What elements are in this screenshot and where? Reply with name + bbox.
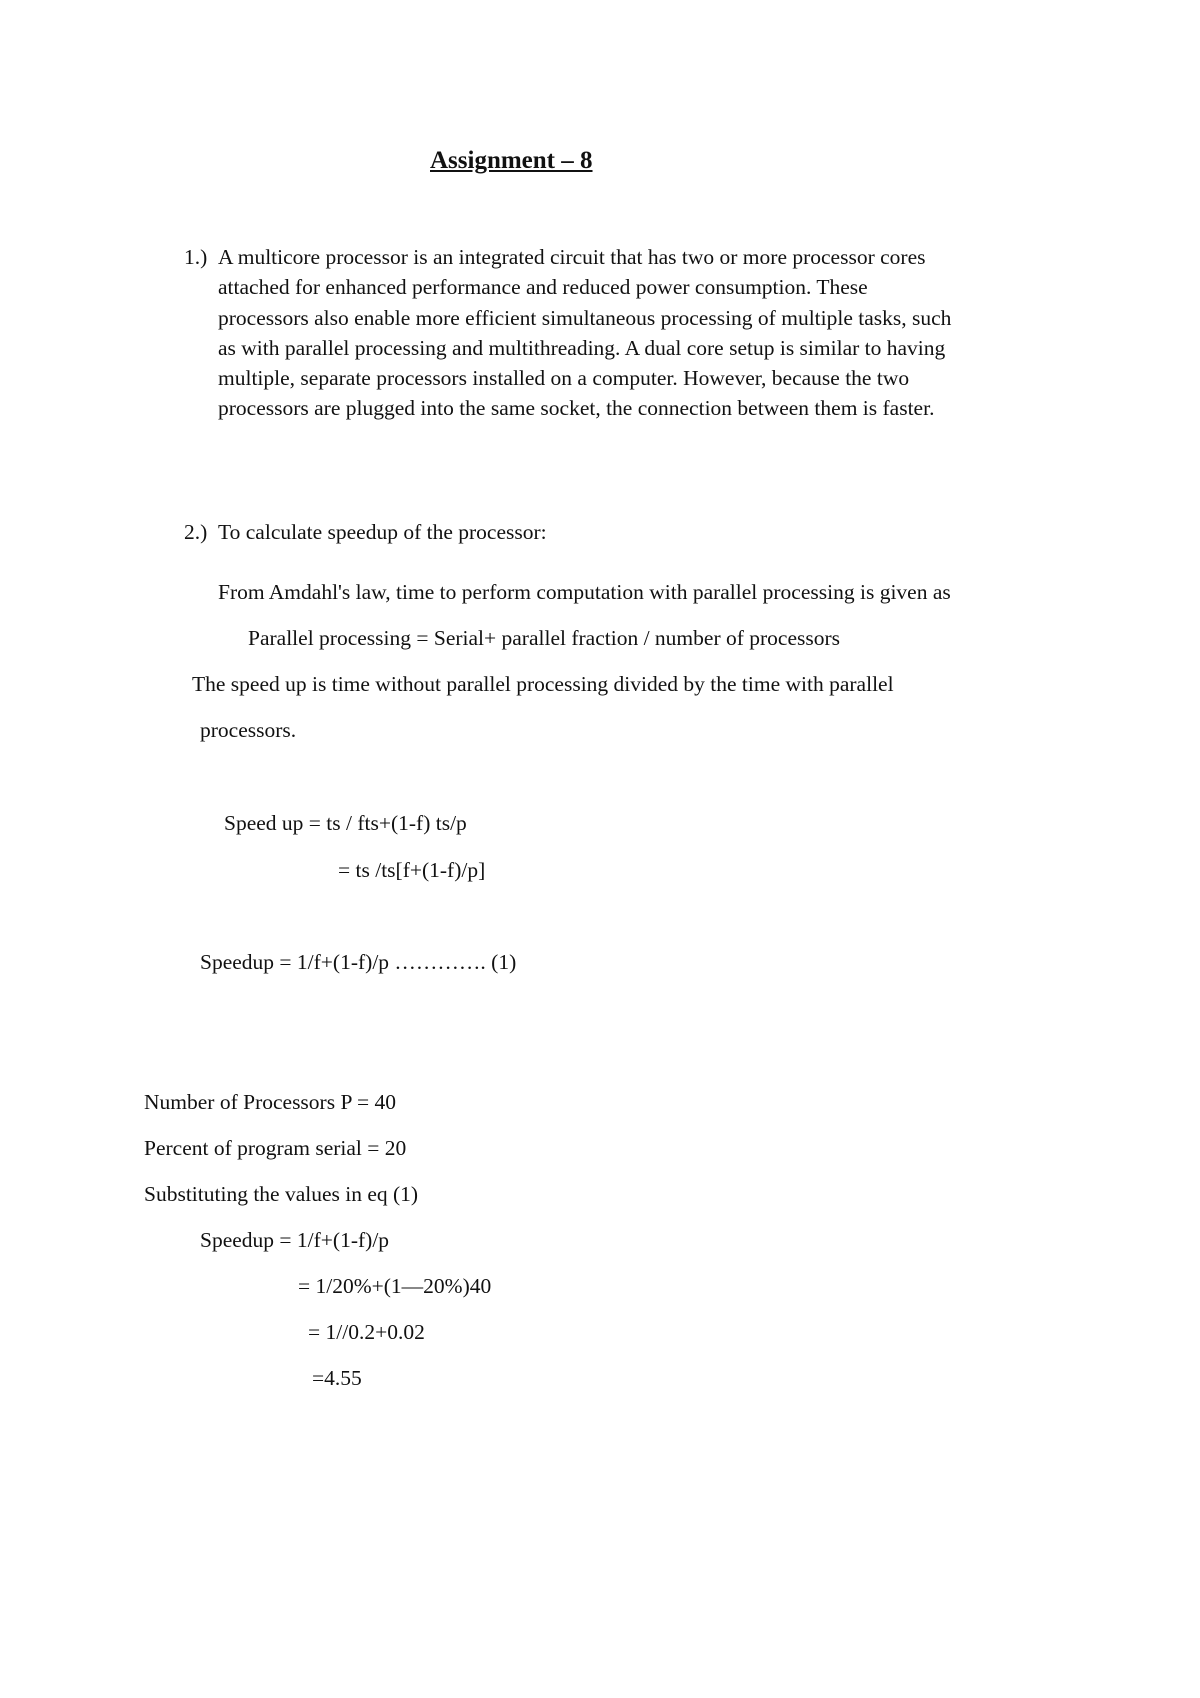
q1-line: as with parallel processing and multithreading. A dual core setup is similar to having	[218, 335, 946, 360]
q1-paragraph	[218, 242, 1078, 424]
q1-line: processors are plugged into the same socket, the connection between them is faster.	[218, 396, 935, 421]
calculation-step: = 1//0.2+0.02	[308, 1320, 425, 1344]
calculation-step: Speedup = 1/f+(1-f)/p	[200, 1228, 390, 1252]
q1-line: processors also enable more efficient simultaneous processing of multiple tasks, such	[218, 305, 952, 330]
q1-line: attached for enhanced performance and reduced power consumption. These	[218, 275, 868, 300]
speedup-equation-1: Speedup = 1/f+(1-f)/p …………. (1)	[200, 950, 517, 974]
document-title: Assignment – 8	[430, 147, 593, 174]
q2-number: 2.)	[184, 520, 208, 544]
substituting-statement: Substituting the values in eq (1)	[144, 1182, 419, 1206]
speedup-definition-line: The speed up is time without parallel processing divided by the time with parallel	[192, 672, 894, 696]
given-processors: Number of Processors P = 40	[144, 1090, 396, 1114]
given-serial-percent: Percent of program serial = 20	[144, 1136, 407, 1160]
calculation-result: =4.55	[312, 1366, 362, 1390]
q2-intro: To calculate speedup of the processor:	[218, 520, 547, 544]
calculation-step: = 1/20%+(1—20%)40	[298, 1274, 492, 1298]
speedup-definition-line: processors.	[200, 718, 297, 742]
speedup-equation-step: = ts /ts[f+(1-f)/p]	[338, 858, 486, 882]
q1-number: 1.)	[184, 245, 208, 269]
q1-line: A multicore processor is an integrated circuit that has two or more processor cores	[218, 245, 926, 269]
parallel-processing-formula: Parallel processing = Serial+ parallel fraction / number of processors	[248, 626, 841, 650]
speedup-equation: Speed up = ts / fts+(1-f) ts/p	[224, 811, 467, 835]
amdahl-statement: From Amdahl's law, time to perform computation with parallel processing is given as	[218, 580, 951, 604]
q1-line: multiple, separate processors installed on a computer. However, because the two	[218, 366, 910, 391]
